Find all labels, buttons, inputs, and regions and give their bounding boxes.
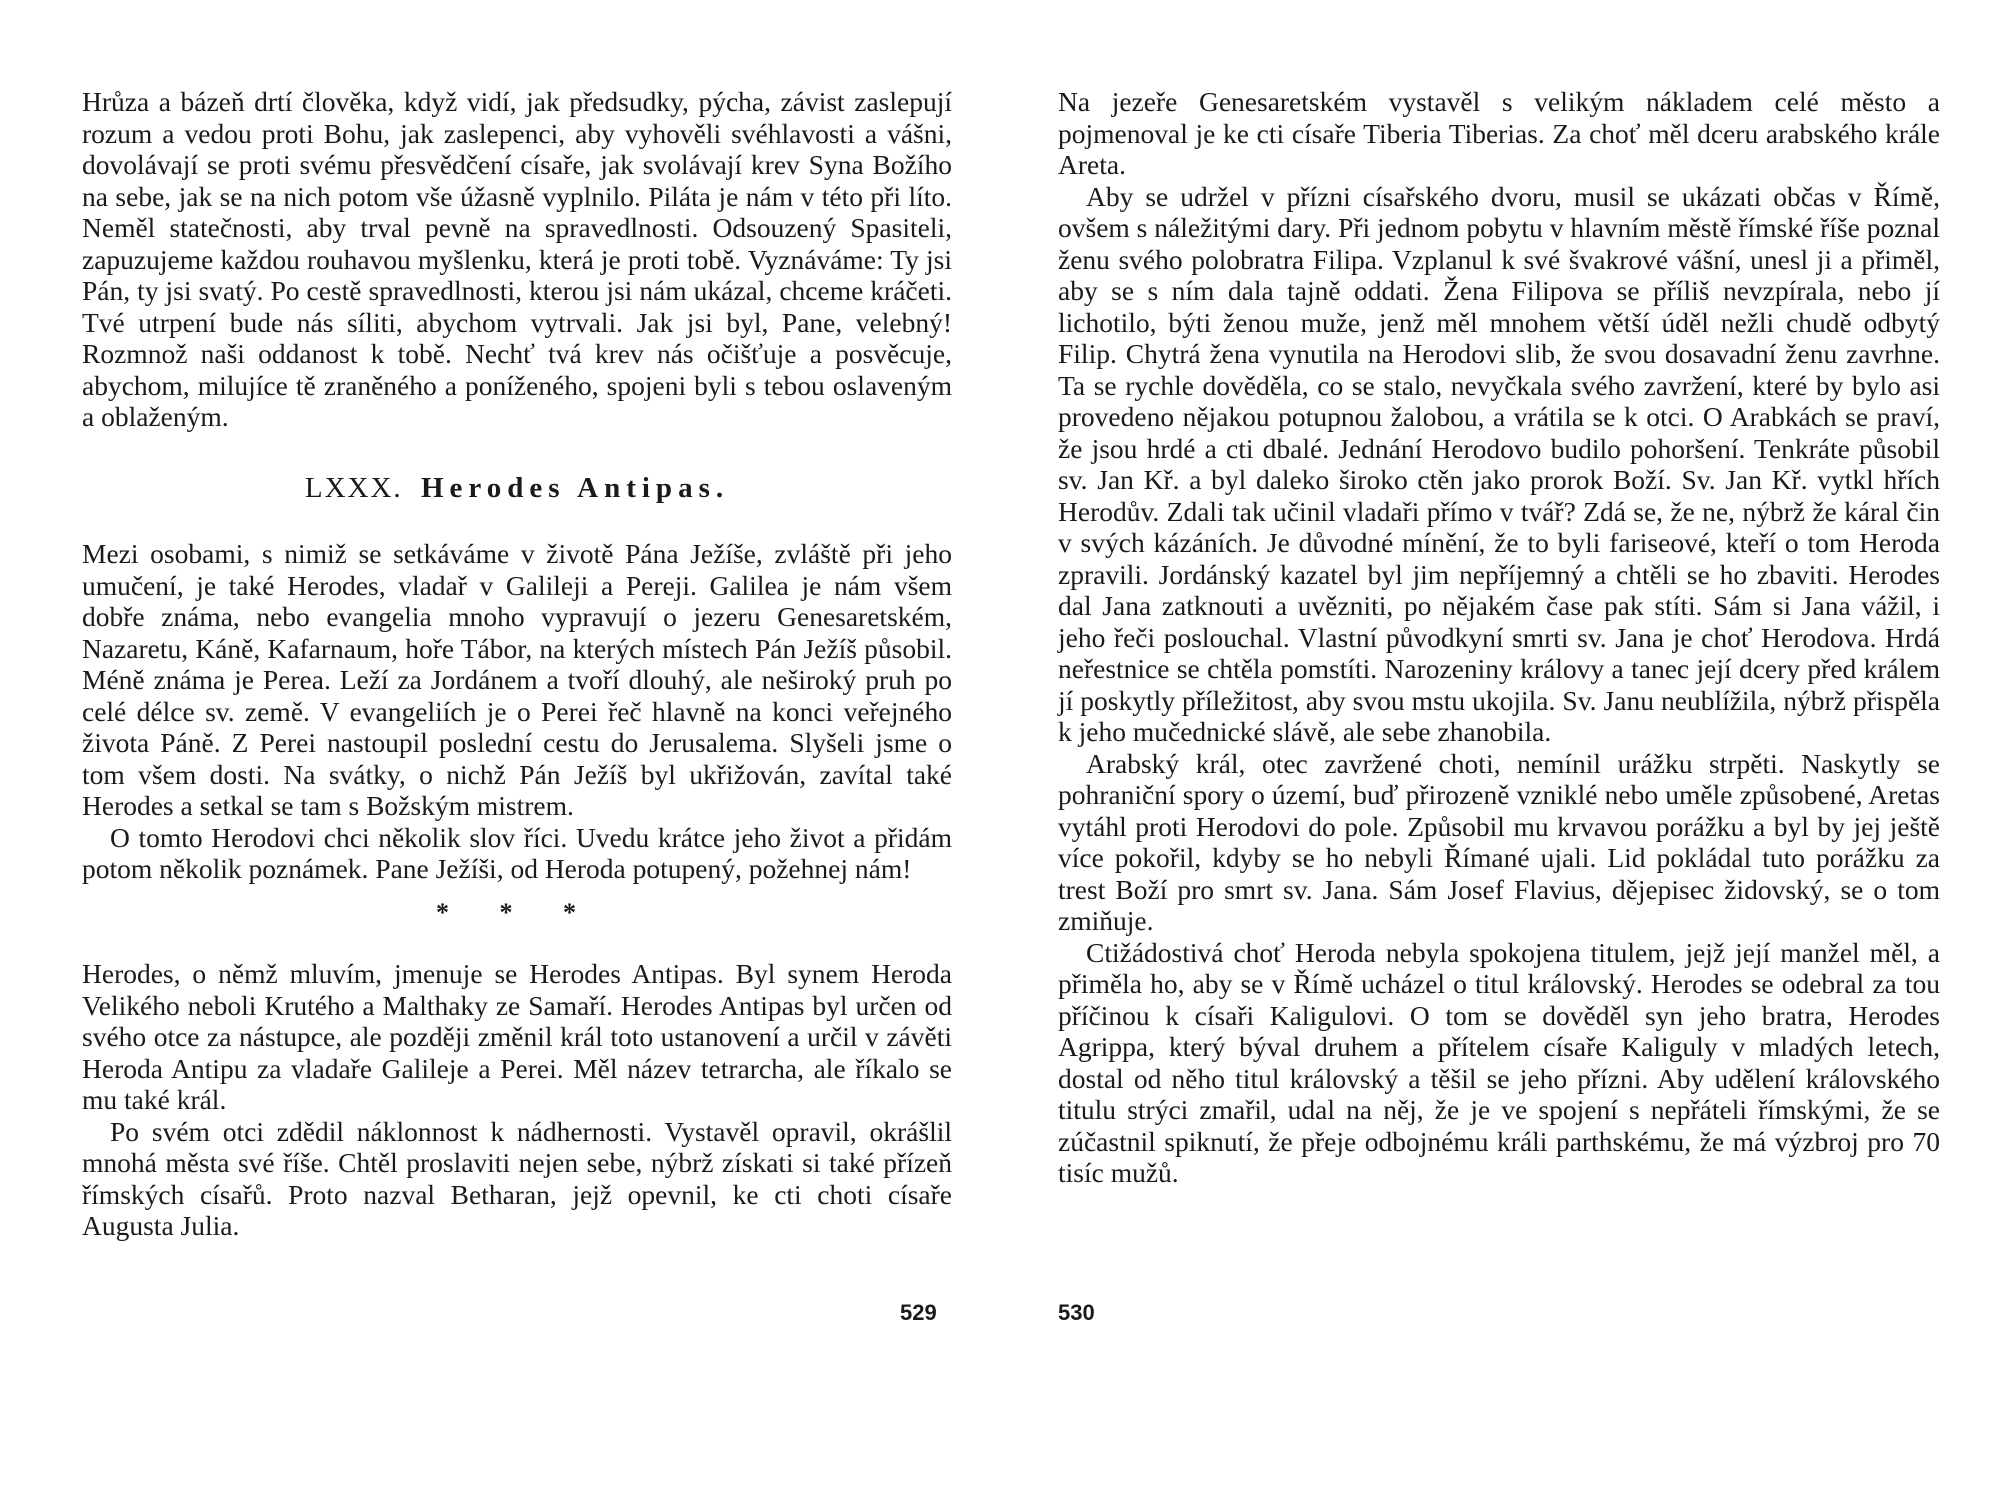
body-paragraph: Mezi osobami, s nimiž se setkáváme v životě Pána Ježíše, zvláště při jeho umučení, je také Herodes, vladař v Galileji a Pereji. Galilea je nám všem dobře známa, nebo evangelia mnoho vypravují o jezeru Genesaretském, Nazaretu, Káně, Kafarnaum, hoře Tábor, na kterých místech Pán Ježíš působil. Méně známa je Perea. Leží za Jordánem a tvoří dlouhý, ale neširoký pruh po celé délce sv. země. V evangeliích je o Perei řeč hlavně na konci veřejného života Páně. Z Perei nastoupil poslední cestu do Jerusalema. Slyšeli jsme o tom všem dosti. Na svátky, o nichž Pán Ježíš byl ukřižován, zavítal také Herodes a setkal se tam s Božským mistrem. (82, 538, 952, 821)
body-paragraph: Aby se udržel v přízni císařského dvoru, musil se ukázati občas v Římě, ovšem s náležitými dary. Při jednom pobytu v hlavním městě římské říše poznal ženu svého polobratra Filipa. Vzplanul k své švakrové vášní, unesl ji a přiměl, aby se s ním dala tajně oddati. Žena Filipova se příliš nevzpírala, nebo jí lichotilo, býti ženou muže, jenž měl mnohem větší úděl nežli chudě odbytý Filip. Chytrá žena vynutila na Herodovi slib, že svou dosavadní ženu zavrhne. Ta se rychle dověděla, co se stalo, nevyčkala svého zavržení, které by bylo asi provedeno nějakou potupnou žalobou, a vrátila se k otci. O Arabkách se praví, že jsou hrdé a cti dbalé. Jednání Herodovo budilo pohoršení. Tenkráte působil sv. Jan Kř. a byl daleko široko ctěn jako prorok Boží. Sv. Jan Kř. vytkl hřích Herodův. Zdali tak učinil vladaři přímo v tvář? Zdá se, že ne, nýbrž že káral čin v svých kázáních. Je důvodné mínění, že to byli fariseové, kteří o tom Heroda zpravili. Jordánský kazatel byl jim nepříjemný a chtěli se ho zbaviti. Herodes dal Jana zatknouti a uvězniti, po nějakém čase pak stíti. Sám si Jana vážil, i jeho řeči poslouchal. Vlastní původkyní smrti sv. Jana je choť Herodova. Hrdá neřestnice se chtěla pomstíti. Narozeniny královy a tanec její dcery před králem jí poskytly příležitost, aby svou mstu ukojila. Sv. Janu neublížila, nýbrž přispěla k jeho mučednické slávě, ale sebe zhanobila. (1058, 180, 1940, 747)
body-paragraph: Na jezeře Genesaretském vystavěl s velikým nákladem celé město a pojmenoval je ke cti císaře Tiberia Tiberias. Za choť měl dceru arabského krále Areta. (1058, 86, 1940, 180)
intro-paragraph: Hrůza a bázeň drtí člověka, když vidí, jak předsudky, pýcha, závist zaslepují rozum a vedou proti Bohu, jak zaslepenci, aby vyhověli svéhlavosti a vášni, dovolávají se proti svému přesvědčení císaře, jak svolávají krev Syna Božího na sebe, jak se na nich potom vše úžasně vyplnilo. Piláta je nám v této při líto. Neměl statečnosti, aby trval pevně na spravedlnosti. Odsouzený Spasiteli, zapuzujeme každou rouhavou myšlenku, která je proti tobě. Vyznáváme: Ty jsi Pán, ty jsi svatý. Po cestě spravedlnosti, kterou jsi nám ukázal, chceme kráčeti. Tvé utrpení bude nás síliti, abychom vytrvali. Jak jsi byl, Pane, velebný! Rozmnož naši oddanost k tobě. Nechť tvá krev nás očišťuje a posvěcuje, abychom, milujíce tě zraněného a poníženého, spojeni byli s tebou oslaveným a oblaženým. (82, 86, 952, 432)
chapter-heading (82, 473, 952, 505)
body-paragraph: O tomto Herodovi chci několik slov říci. Uvedu krátce jeho život a přidám potom několik poznámek. Pane Ježíši, od Heroda potupený, požehnej nám! (82, 821, 952, 884)
chapter-title: Herodes Antipas. (420, 471, 730, 504)
page-number: 529 (900, 1300, 937, 1325)
body-paragraph: Arabský král, otec zavržené choti, nemínil urážku strpěti. Naskytly se pohraniční spory o území, buď přirozeně vzniklé nebo uměle způsobené, Aretas vytáhl proti Herodovi do pole. Způsobil mu krvavou porážku a byl by jej ještě více pokořil, kdyby se ho nebyli Římané ujali. Lid pokládal tuto porážku za trest Boží pro smrt sv. Jana. Sám Josef Flavius, dějepisec židovský, se o tom zmiňuje. (1058, 747, 1940, 936)
chapter-numeral: LXXX. (304, 471, 403, 504)
body-paragraph: Herodes, o němž mluvím, jmenuje se Herodes Antipas. Byl synem Heroda Velikého neboli Krutého a Malthaky ze Samaří. Herodes Antipas byl určen od svého otce za nástupce, ale později změnil král toto ustanovení a určil v závěti Heroda Antipu za vladaře Galileje a Perei. Měl název tetrarcha, ale říkalo se mu také král. (82, 958, 952, 1115)
section-separator: * * * (436, 897, 598, 927)
right-page (998, 0, 1996, 1500)
body-paragraph: Po svém otci zdědil náklonnost k nádhernosti. Vystavěl opravil, okrášlil mnohá města své říše. Chtěl proslaviti nejen sebe, nýbrž získati si také přízeň římských císařů. Proto nazval Betharan, jejž opevnil, ke cti choti císaře Augusta Julia. (82, 1115, 952, 1241)
left-text-column (82, 86, 952, 1242)
body-paragraph: Ctižádostivá choť Heroda nebyla spokojena titulem, jejž její manžel měl, a přiměla ho, aby se v Římě ucházel o titul královský. Herodes se odebral za tou příčinou k císaři Kaligulovi. O tom se dověděl syn jeho bratra, Herodes Agrippa, který býval druhem a přítelem císaře Kaliguly v mladých letech, dostal od něho titul královský a těšil se jeho přízni. Aby udělení královského titulu strýci zmařil, udal na něj, že je ve spojení s nepřáteli římskými, že se zúčastnil spiknutí, že přeje odbojnému králi parthskému, že má výzbroj pro 70 tisíc mužů. (1058, 936, 1940, 1188)
right-text-column (1058, 86, 1940, 1189)
page-number: 530 (1058, 1300, 1095, 1325)
